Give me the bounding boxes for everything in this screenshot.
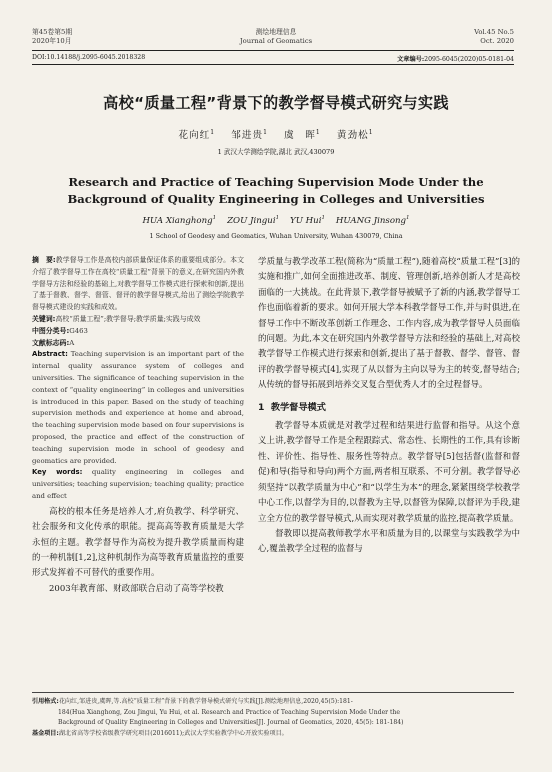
fund-label: 基金项目:: [32, 729, 59, 737]
body-paragraph: 教学督导本质就是对教学过程和结果进行监督和指导。从这个意义上讲,教学督导工作是全程跟踪式、常态性、长期性的工作,具有诊断性、评价性、指导性、服务性等特点。教学督导[5]包括督(监督和督促)和导(指导和导向)两个方面,两者相互联系、不可分割。教学督导必须坚持“以教学质量为中心”和“以学生为本”的理念,紧紧围绕学校教学中心工作,以督学为目的,以督教为主导,以督管为保障,以督评为手段,建立全方位的教学督导模式,从而实现对教学质量的监控,提高教学质量。: [258, 421, 520, 524]
footer-rule: [32, 692, 514, 693]
doc-code-value: A: [69, 338, 75, 347]
header-journal-en: Journal of Geomatics: [239, 36, 313, 45]
author-sup: 1: [321, 215, 325, 221]
body-paragraph: 高校的根本任务是培养人才,府负教学、科学研究、社会服务和文化传承的职能。提高高等教育质量是大学永恒的主题。教学督导作为高校为提升教学质量而构建的一种机制[1,2],这种机制作为高等教育质量监控的重要形式发挥着不可替代的重要作用。: [32, 506, 244, 579]
section-number: 1: [258, 401, 265, 413]
left-body: [32, 505, 244, 597]
author-cn: 花向红: [178, 130, 211, 141]
document-code: [32, 338, 244, 350]
body-paragraph: 2003年教育部、财政部联合启动了高等学校教: [49, 583, 224, 594]
right-column: [258, 255, 520, 558]
section-heading: [258, 400, 520, 415]
fund-line: [32, 729, 514, 740]
author-en: YU Hui: [290, 215, 322, 226]
header-vol-no: Vol.45 No.5: [474, 28, 514, 36]
citation-line: [32, 697, 514, 708]
doi-rule: [32, 64, 514, 65]
body-paragraph: 督教即以提高教师教学水平和质量为目的,以课堂与实践教学为中心,覆盖教学全过程的监督与: [258, 528, 520, 555]
citation-line: 184(Hua Xianghong, Zou Jingui, Yu Hui, et al. Research and Practice of Teaching Supervision Mode Under the: [58, 708, 401, 716]
header-vol-en: [474, 28, 514, 45]
citation-text: 花向红,邹进贵,虞晖,等.高校“质量工程”背景下的教学督导模式研究与实践[J].测绘地理信息,2020,45(5):181-: [58, 698, 353, 705]
clc-label: 中图分类号:: [32, 326, 70, 335]
author-cn: 邹进贵: [231, 130, 264, 141]
header-date-en: Oct. 2020: [480, 36, 514, 45]
doi: DOI:10.14188/j.2095-6045.2018328: [32, 54, 146, 61]
header-volume-issue: 第45卷第5期: [32, 28, 73, 36]
keywords-en-label: Key words:: [32, 468, 83, 477]
left-column: [32, 255, 244, 597]
citation-label: 引用格式:: [32, 698, 59, 705]
keywords-cn-text: 高校“质量工程”;教学督导;教学质量;实践与成效: [55, 314, 201, 323]
affiliation-en: 1 School of Geodesy and Geomatics, Wuhan University, Wuhan 430079, China: [149, 232, 403, 240]
keywords-en-text: quality engineering in colleges and universities; teaching supervision; teaching quality; practice and effect: [32, 468, 244, 500]
author-sup: 1: [210, 128, 216, 136]
abstract-cn-text: 教学督导工作是高校内部质量保证体系的重要组成部分。本文介绍了教学督导工作在高校“质量工程”背景下的意义,在研究国内外教学督导方法和经验的基础上,对教学督导工作模式进行探索和创新,提出了基于督教、督学、督管、督评的教学督导模式,给出了测绘学院教学督导模式建设的实践和成效。: [32, 256, 244, 312]
author-sup: 1: [212, 215, 217, 221]
abstract-block: [32, 255, 244, 503]
keywords-cn: [32, 314, 244, 326]
abstract-en-text: Teaching supervision is an important part of the internal quality assurance system of colleges and universities. The significance of teaching supervision in the context of “quality engineering” in colleges and universities is introduced in this paper. Based on the study of teaching supervision methods and experience at home and abroad, the teaching supervision mode based on four supervisions is proposed, the practice and effect of the construction of teaching supervision mode in school of geodesy and geomatics are provided.: [32, 350, 244, 465]
body-paragraph: 学质量与教学改革工程(简称为“质量工程”),随着高校“质量工程”[3]的实施和推广,如何全面推进改革、制度、管理创新,培养创新人才是高校面临的一大挑战。在此背景下,教学督导被赋予了新的内涵,教学督导工作也面临着新的要求。如何开展大学本科教学督导工作,并与时俱进,在督导工作中不断改革创新工作理念、工作内容,成为教学督导人员面临的问题。为此,本文在研究国内外教学督导方法和经验的基础上,对高校教学督导工作模式进行探索和创新,提出了基于督教、督学、督管、督评的教学督导模式[4],实现了从以督为主向以导为主的转变,督导结合;从传统的督导拓展到培养交叉复合型优秀人才的全过程督导。: [258, 257, 520, 391]
author-sup: 1: [406, 215, 410, 221]
header-date: 2020年10月: [32, 36, 72, 45]
right-body: [258, 255, 520, 558]
abstract-en-label: Abstract:: [32, 350, 68, 359]
author-en: HUANG Jinsong: [335, 215, 407, 226]
abstract-en: [32, 349, 244, 467]
author-sup: 1: [315, 128, 321, 136]
article-number-value: 2095-6045(2020)05-0181-04: [424, 56, 514, 63]
author-sup: 1: [275, 215, 280, 221]
clc-value: G463: [69, 326, 88, 335]
title-en: Research and Practice of Teaching Supervision Mode Under the Background of Quality Engineering in Colleges and Universities: [67, 175, 485, 206]
doc-code-label: 文献标志码:: [32, 338, 70, 347]
article-number-label: 文章编号:: [397, 56, 425, 63]
header-journal-cn: 测绘地理信息: [255, 28, 297, 36]
authors-en: [0, 215, 552, 226]
abstract-cn: [32, 255, 244, 314]
author-sup: 1: [368, 128, 374, 136]
clc-number: [32, 326, 244, 338]
fund-text: 湖北省高等学校省级教学研究项目(2016011);武汉大学实验教学中心开放实验项目。: [58, 729, 288, 737]
author-sup: 1: [263, 128, 268, 136]
author-en: ZOU Jingui: [227, 215, 276, 226]
abstract-cn-label: 摘 要:: [32, 256, 56, 264]
keywords-cn-label: 关键词:: [32, 314, 56, 323]
affiliation-cn: 1 武汉大学测绘学院,湖北 武汉,430079: [217, 148, 335, 156]
footer-notes: [32, 697, 514, 739]
citation-line: Background of Quality Engineering in Colleges and Universities[J]. Journal of Geomatics, 2020, 45(5): 181-184): [58, 719, 404, 726]
author-cn: 黄劲松: [336, 130, 369, 141]
header-journal: [0, 28, 552, 45]
article-number: [397, 54, 514, 63]
header-rule: [32, 50, 514, 51]
author-en: HUA Xianghong: [142, 215, 213, 226]
title-cn: 高校“质量工程”背景下的教学督导模式研究与实践: [103, 94, 449, 112]
authors-cn: [0, 127, 552, 141]
section-title: 教学督导模式: [270, 401, 326, 413]
keywords-en: [32, 467, 244, 502]
author-cn: 虞 晖: [284, 130, 316, 141]
